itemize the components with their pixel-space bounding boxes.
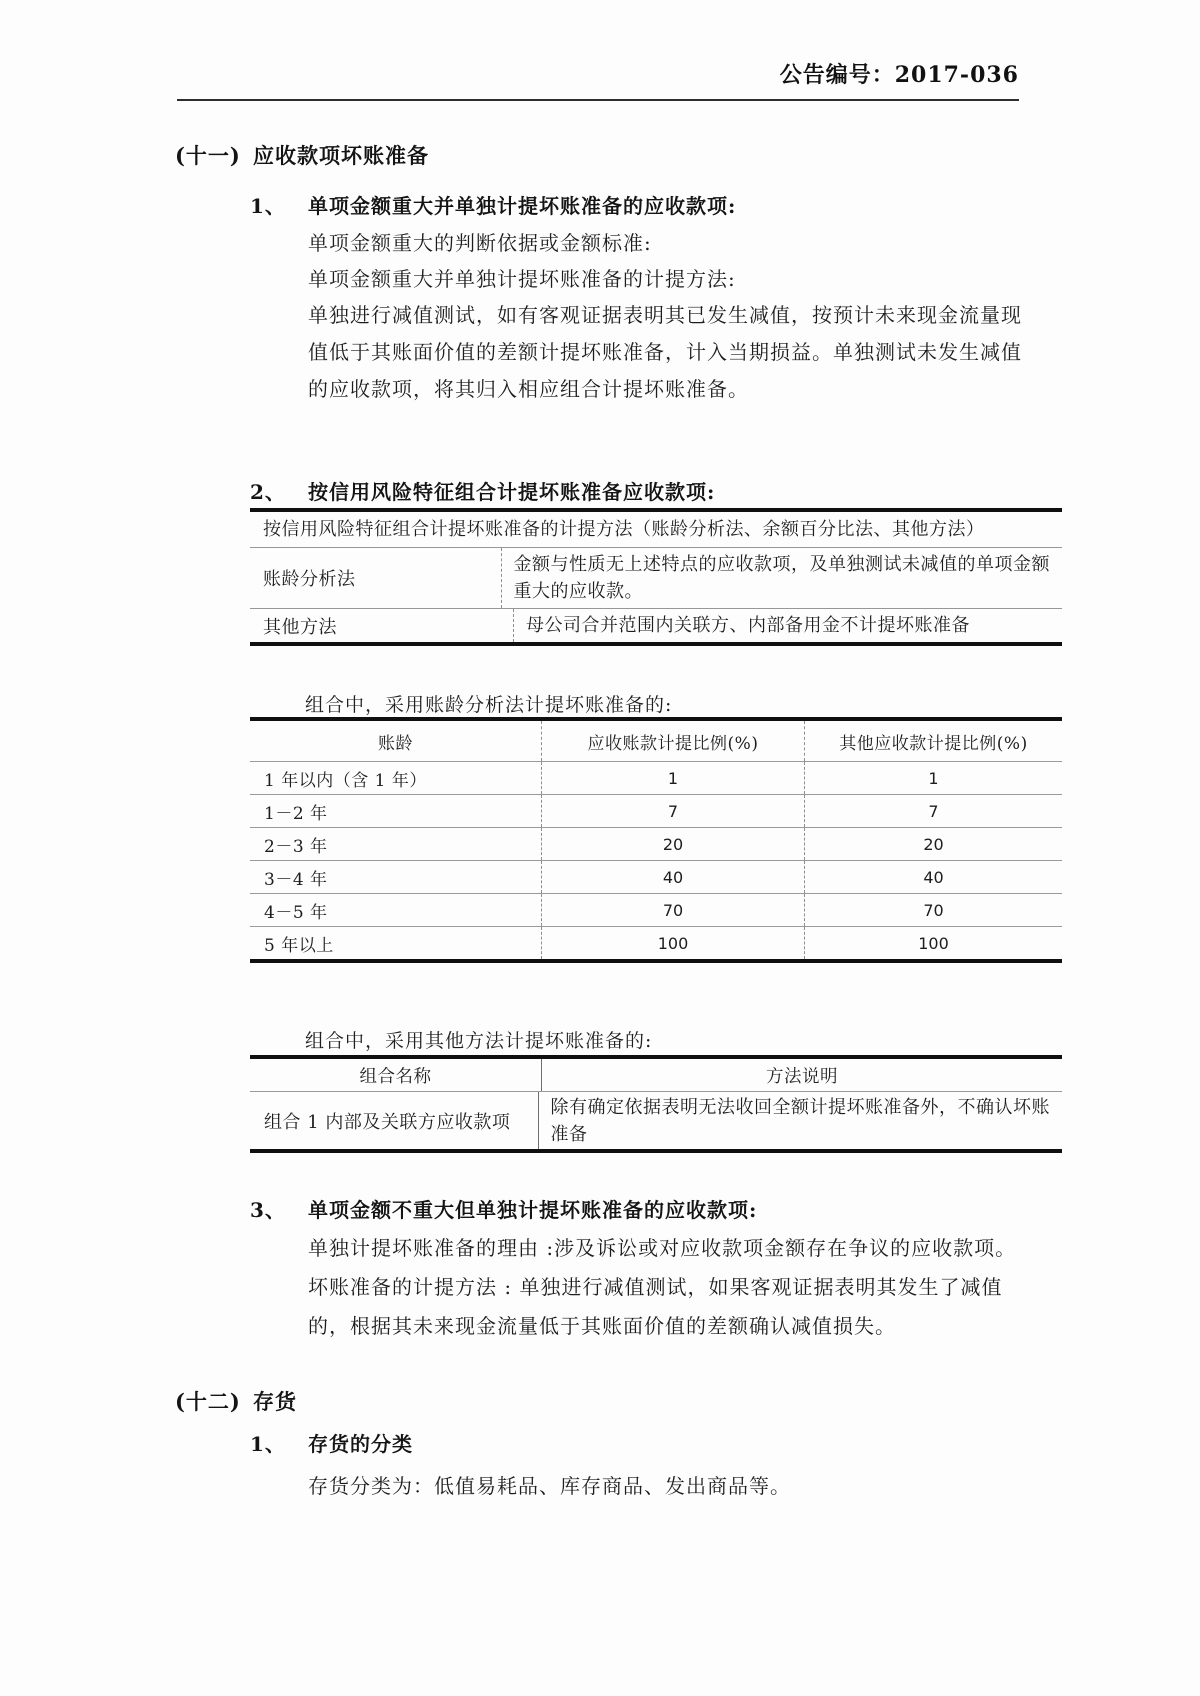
age-cell: 1 年以内（含 1 年）	[264, 770, 427, 791]
other-pct-cell: 7	[804, 795, 1062, 827]
header-other-pct: 其他应收款计提比例(%)	[804, 721, 1062, 761]
method-name-cell: 账龄分析法	[263, 569, 356, 590]
table-row	[250, 761, 1062, 794]
other-pct-cell: 100	[804, 927, 1062, 959]
item-3-heading	[250, 1194, 757, 1223]
method-table-header: 按信用风险特征组合计提坏账准备的计提方法（账龄分析法、余额百分比法、其他方法）	[250, 512, 1062, 548]
age-cell: 5 年以上	[264, 935, 334, 956]
age-cell: 2－3 年	[264, 836, 328, 857]
item-1-paragraph-detail	[308, 297, 1022, 408]
item-1-heading	[250, 190, 736, 219]
method-desc-cell	[538, 1092, 1063, 1149]
section-11-heading	[175, 140, 429, 170]
portfolio-name-cell: 组合 1 内部及关联方应收款项	[264, 1111, 511, 1133]
section-11-label: (十一)	[175, 143, 241, 168]
section-12-title: 存货	[253, 1389, 297, 1414]
doc-header	[177, 58, 1019, 101]
other-pct-cell: 1	[804, 762, 1062, 794]
cell-line: 准备	[550, 1123, 588, 1145]
table-row	[250, 794, 1062, 827]
table-row	[250, 860, 1062, 893]
credit-risk-method-table	[250, 508, 1062, 646]
item-1-paragraph-method: 单项金额重大并单独计提坏账准备的计提方法:	[308, 267, 736, 291]
method-desc-cell	[513, 609, 1062, 642]
item-1-title: 单项金额重大并单独计提坏账准备的应收款项:	[308, 194, 737, 218]
other-pct-cell: 40	[804, 861, 1062, 893]
other-method-table	[250, 1055, 1062, 1153]
aging-table-caption: 组合中，采用账龄分析法计提坏账准备的:	[305, 694, 673, 716]
inventory-item-1-number: 1、	[250, 1432, 286, 1456]
table-row	[250, 893, 1062, 926]
other-method-table-caption: 组合中，采用其他方法计提坏账准备的:	[305, 1030, 653, 1052]
ar-pct-cell: 40	[541, 861, 804, 893]
other-pct-cell: 20	[804, 828, 1062, 860]
item-2-title: 按信用风险特征组合计提坏账准备应收款项:	[308, 480, 716, 504]
method-name-cell: 其他方法	[263, 616, 337, 638]
ar-pct-cell: 7	[541, 795, 804, 827]
item-1-number: 1、	[250, 194, 286, 218]
table-row	[250, 926, 1062, 959]
section-12-label: (十二)	[175, 1389, 241, 1414]
age-cell: 4－5 年	[264, 902, 328, 923]
header-age: 账龄	[378, 733, 413, 754]
item-3-number: 3、	[250, 1198, 286, 1222]
aging-analysis-table	[250, 717, 1062, 963]
cell-line: 重大的应收款。	[513, 581, 643, 602]
ar-pct-cell: 100	[541, 927, 804, 959]
paragraph-line: 的，根据其未来现金流量低于其账面价值的差额确认减值损失。	[308, 1314, 896, 1338]
table-row	[250, 608, 1062, 642]
inventory-item-1-title: 存货的分类	[308, 1432, 413, 1456]
item-3-title: 单项金额不重大但单独计提坏账准备的应收款项:	[308, 1198, 758, 1222]
age-cell: 1－2 年	[264, 803, 328, 824]
section-12-heading	[175, 1386, 297, 1416]
ar-pct-cell: 20	[541, 828, 804, 860]
item-1-paragraph-basis: 单项金额重大的判断依据或金额标准:	[308, 231, 652, 255]
header-ar-pct: 应收账款计提比例(%)	[541, 721, 804, 761]
paragraph-line: 坏账准备的计提方法 : 单独进行减值测试，如果客观证据表明其发生了减值	[308, 1275, 1003, 1299]
table-row	[250, 548, 1062, 608]
other-pct-cell: 70	[804, 894, 1062, 926]
paragraph-line: 的应收款项，将其归入相应组合计提坏账准备。	[308, 377, 749, 401]
ar-pct-cell: 1	[541, 762, 804, 794]
item-3-paragraph	[308, 1229, 1016, 1346]
cell-line: 除有确定依据表明无法收回全额计提坏账准备外，不确认坏账	[550, 1096, 1050, 1118]
item-2-number: 2、	[250, 480, 286, 504]
paragraph-line: 单独进行减值测试，如有客观证据表明其已发生减值，按预计未来现金流量现	[308, 303, 1022, 327]
section-11-title: 应收款项坏账准备	[253, 143, 429, 168]
method-desc-cell	[501, 548, 1063, 608]
table-header-row	[250, 721, 1062, 761]
header-method-desc: 方法说明	[541, 1059, 1062, 1091]
item-2-heading	[250, 476, 715, 505]
cell-line: 母公司合并范围内关联方、内部备用金不计提坏账准备	[526, 615, 970, 636]
doc-number: 公告编号：2017-036	[779, 62, 1019, 88]
age-cell: 3－4 年	[264, 869, 328, 890]
table-header-row	[250, 1059, 1062, 1091]
paragraph-line: 值低于其账面价值的差额计提坏账准备，计入当期损益。单独测试未发生减值	[308, 340, 1022, 364]
table-row	[250, 1091, 1062, 1149]
inventory-classification-paragraph: 存货分类为：低值易耗品、库存商品、发出商品等。	[308, 1474, 791, 1498]
paragraph-line: 单独计提坏账准备的理由 :涉及诉讼或对应收款项金额存在争议的应收款项。	[308, 1236, 1017, 1260]
ar-pct-cell: 70	[541, 894, 804, 926]
inventory-item-1-heading	[250, 1428, 413, 1457]
cell-line: 金额与性质无上述特点的应收款项，及单独测试未减值的单项金额	[513, 554, 1050, 575]
table-row	[250, 827, 1062, 860]
header-portfolio-name: 组合名称	[359, 1066, 432, 1087]
